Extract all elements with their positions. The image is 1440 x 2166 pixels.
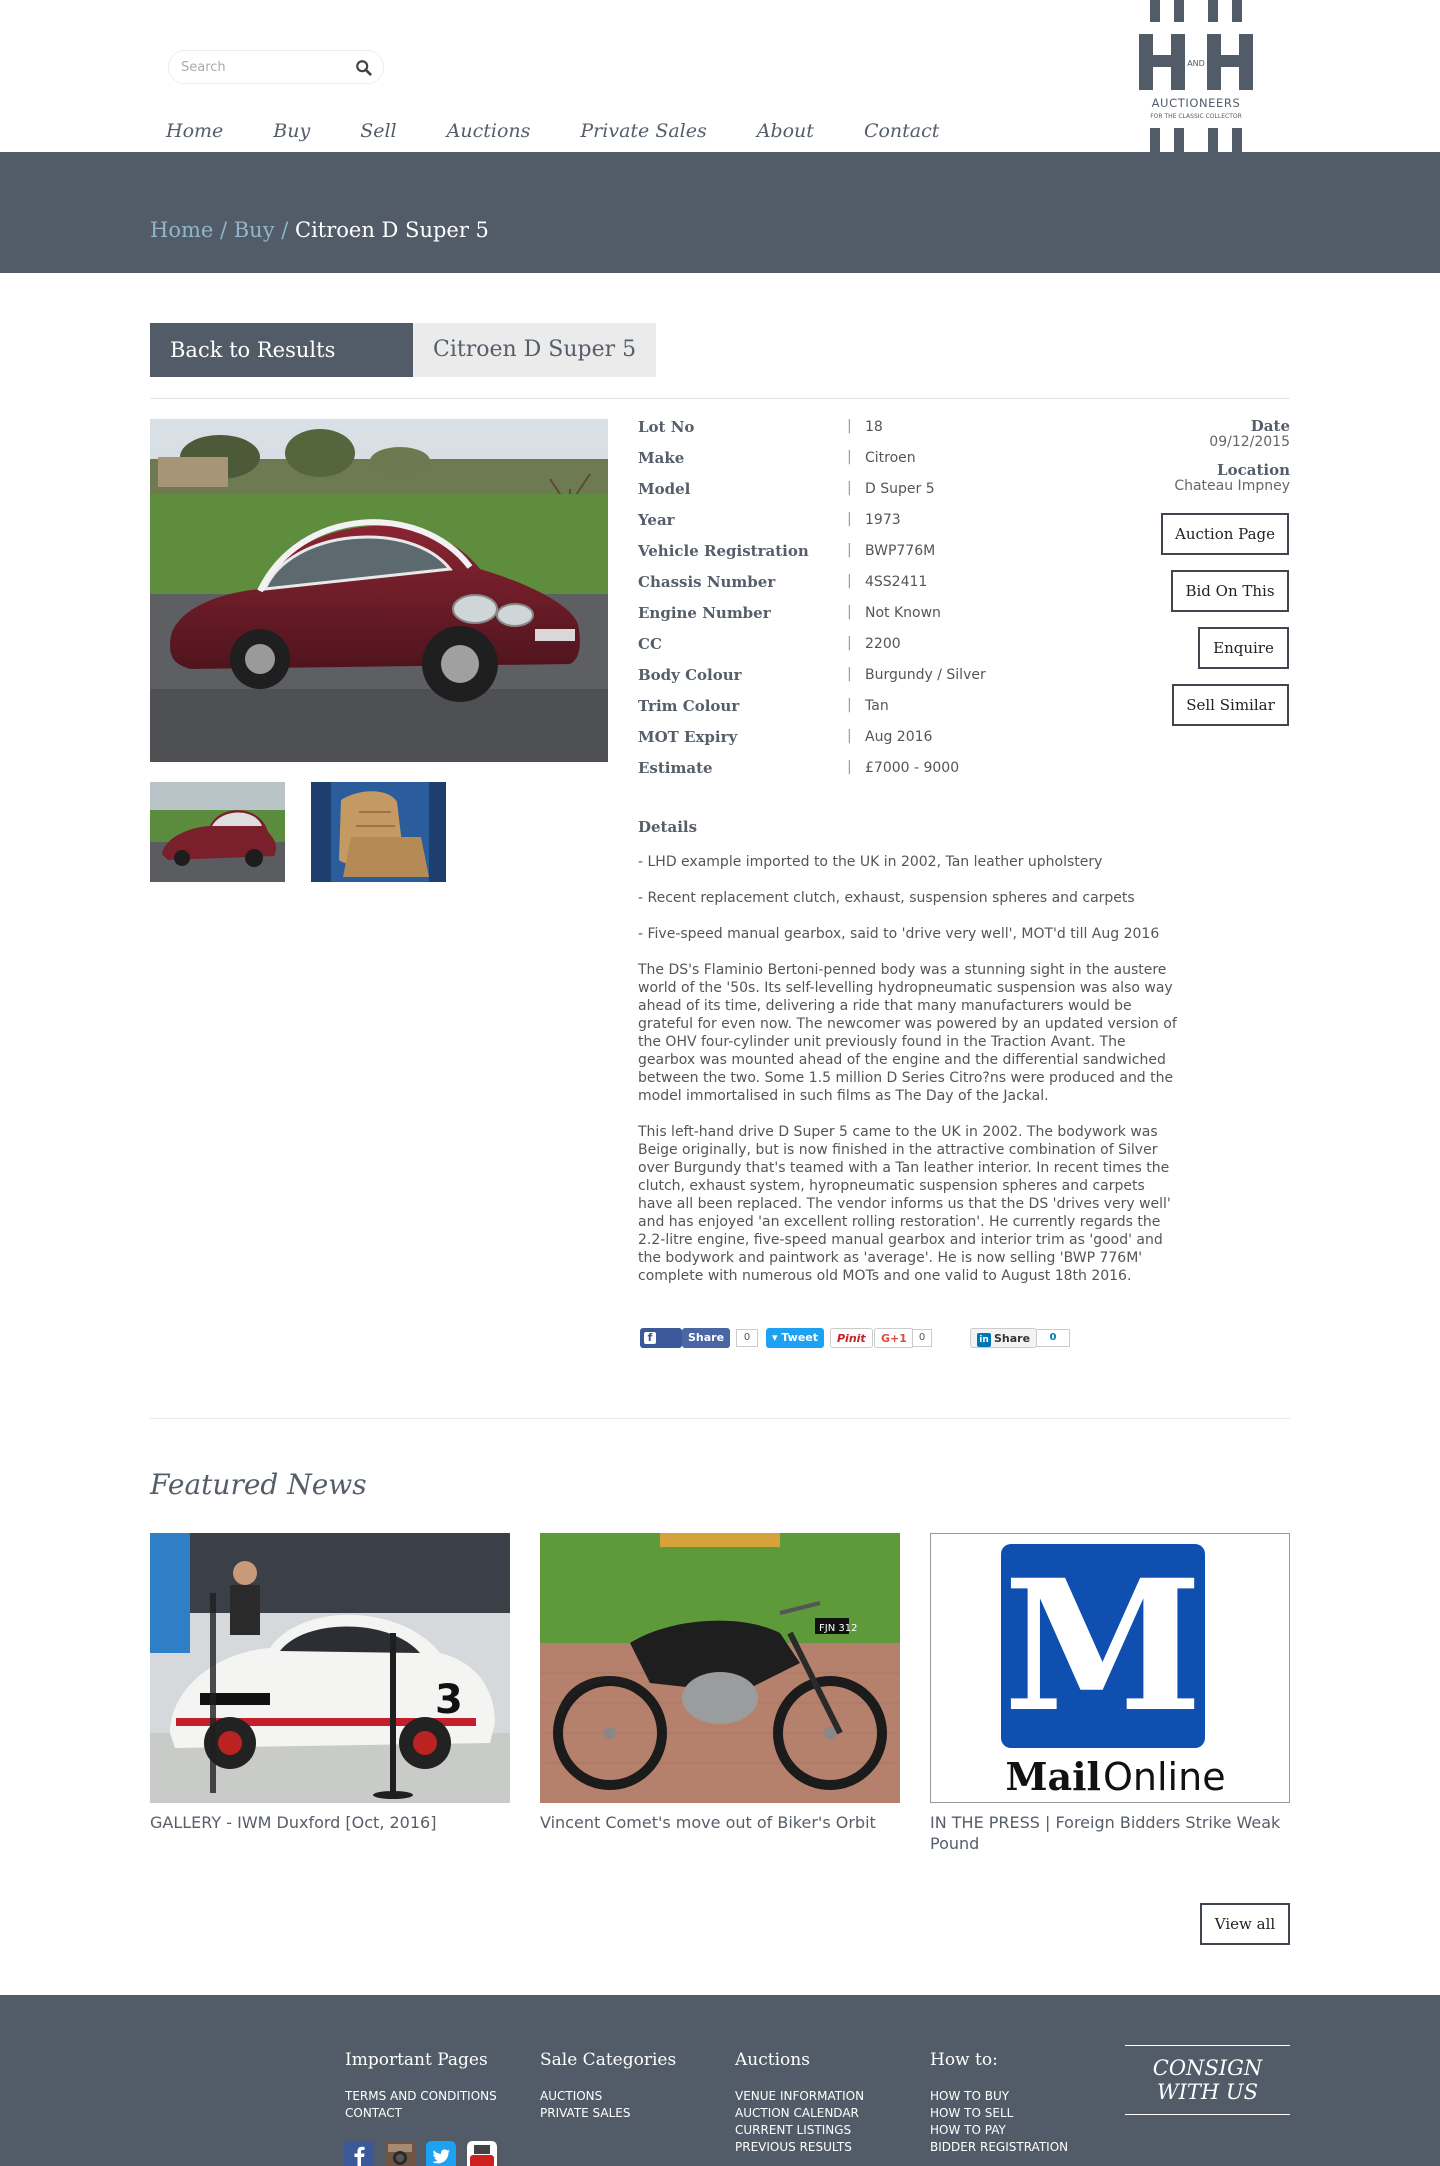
spec-label: Body Colour [638, 666, 742, 684]
facebook-like-button[interactable] [640, 1328, 682, 1364]
location-label: Location [1217, 461, 1290, 479]
facebook-like-label: Like [644, 1351, 670, 1364]
spec-label: Model [638, 480, 691, 498]
back-to-results-button[interactable]: Back to Results [150, 323, 413, 377]
enquire-button[interactable]: Enquire [1198, 627, 1289, 669]
news-image-vincent[interactable] [540, 1533, 900, 1803]
details-paragraph: - Recent replacement clutch, exhaust, suspension spheres and carpets [638, 890, 1135, 906]
breadcrumb-separator: / [274, 218, 296, 242]
footer-link-previous-results[interactable]: PREVIOUS RESULTS [735, 2140, 852, 2154]
footer-column-sale-categories [540, 2050, 676, 2122]
spec-label: Engine Number [638, 604, 771, 622]
footer-heading: Sale Categories [540, 2050, 677, 2070]
breadcrumb-home[interactable]: Home [150, 218, 214, 242]
divider [150, 1418, 1290, 1419]
spec-row [638, 511, 1138, 542]
nav-about[interactable]: About [756, 120, 814, 142]
spec-row [638, 697, 1138, 728]
site-footer [0, 1995, 1440, 2166]
footer-heading: Important Pages [345, 2050, 488, 2070]
search-icon[interactable] [355, 59, 373, 77]
spec-value: £7000 - 9000 [865, 760, 960, 776]
facebook-icon: f [644, 1332, 656, 1344]
linkedin-share-count: 0 [1036, 1329, 1070, 1347]
news-caption[interactable]: Vincent Comet's move out of Biker's Orbit [540, 1813, 876, 1832]
nav-buy[interactable]: Buy [273, 120, 311, 142]
consign-line-2: WITH US [1157, 2080, 1258, 2104]
spec-row [638, 449, 1138, 480]
facebook-share-button[interactable]: Share [682, 1328, 730, 1348]
footer-link-how-to-sell[interactable]: HOW TO SELL [930, 2106, 1014, 2120]
spec-separator: | [847, 666, 852, 682]
breadcrumb-banner [0, 152, 1440, 273]
mail-logo-letter: M [1003, 1541, 1203, 1752]
spec-label: Estimate [638, 759, 713, 777]
consign-with-us-button[interactable] [1125, 2045, 1290, 2115]
instagram-icon[interactable] [385, 2141, 415, 2166]
spec-separator: | [847, 604, 852, 620]
spec-label: Year [638, 511, 675, 529]
google-plus-count: 0 [912, 1329, 932, 1347]
spec-row [638, 635, 1138, 666]
spec-separator: | [847, 511, 852, 527]
location-value: Chateau Impney [1174, 478, 1290, 494]
spec-value: 2200 [865, 636, 901, 652]
page-title: Citroen D Super 5 [413, 323, 656, 377]
spec-separator: | [847, 759, 852, 775]
spec-separator: | [847, 697, 852, 713]
logo-and: AND [1187, 59, 1205, 68]
spec-row [638, 604, 1138, 635]
spec-row [638, 542, 1138, 573]
youtube-icon[interactable] [467, 2141, 497, 2166]
nav-contact[interactable]: Contact [863, 120, 940, 142]
footer-link-contact[interactable]: CONTACT [345, 2106, 402, 2120]
nav-home[interactable]: Home [166, 120, 224, 142]
twitter-icon[interactable] [426, 2141, 456, 2166]
date-value: 09/12/2015 [1209, 434, 1290, 450]
svg-text:3: 3 [435, 1677, 463, 1723]
spec-value: Citroen [865, 450, 916, 466]
site-header [0, 0, 1440, 152]
featured-news-heading: Featured News [150, 1468, 367, 1501]
spec-value: 18 [865, 419, 883, 435]
footer-link-current-listings[interactable]: CURRENT LISTINGS [735, 2123, 852, 2137]
footer-link-how-to-pay[interactable]: HOW TO PAY [930, 2123, 1006, 2137]
footer-link-how-to-buy[interactable]: HOW TO BUY [930, 2089, 1010, 2103]
footer-link-terms[interactable]: TERMS AND CONDITIONS [345, 2089, 497, 2103]
thumbnail-exterior[interactable] [150, 782, 285, 882]
spec-value: 4SS2411 [865, 574, 928, 590]
tweet-button[interactable] [766, 1328, 824, 1348]
details-paragraph: - Five-speed manual gearbox, said to 'drive very well', MOT'd till Aug 2016 [638, 926, 1160, 942]
details-heading: Details [638, 818, 698, 836]
footer-heading: Auctions [735, 2050, 810, 2070]
auction-meta [1174, 418, 1290, 494]
sell-similar-button[interactable]: Sell Similar [1172, 684, 1289, 726]
date-label: Date [1250, 417, 1290, 435]
spec-separator: | [847, 449, 852, 465]
divider [150, 398, 1290, 399]
footer-link-auctions[interactable]: AUCTIONS [540, 2089, 603, 2103]
spec-row [638, 666, 1138, 697]
spec-label: Trim Colour [638, 697, 740, 715]
details-paragraph: - LHD example imported to the UK in 2002, Tan leather upholstery [638, 854, 1103, 870]
spec-label: CC [638, 635, 662, 653]
spec-value: Aug 2016 [865, 729, 933, 745]
spec-row [638, 759, 1138, 790]
breadcrumb-separator: / [213, 218, 234, 242]
auction-page-button[interactable]: Auction Page [1161, 513, 1289, 555]
footer-column-auctions [735, 2050, 864, 2156]
footer-column-important [345, 2050, 497, 2122]
svg-text:FJN 312: FJN 312 [819, 1623, 858, 1634]
spec-separator: | [847, 573, 852, 589]
pinterest-button[interactable]: Pinit [830, 1328, 873, 1348]
google-plus-button[interactable]: G+1 [874, 1328, 914, 1348]
spec-label: Chassis Number [638, 573, 776, 591]
details-paragraph: The DS's Flaminio Bertoni-penned body was a stunning sight in the austere world of the '50s. Its self-levelling hydropneumatic suspension was also way ahead of its time, delivering a ride that many manufacturers would be grateful for even now. The newcomer was powered by an updated version of the OHV four-cylinder unit previously found in the Traction Avant. The gearbox was mounted ahead of the engine and the differential sandwiched between the two. Some 1.5 million D Series Citro?ns were produced and the model immortalised in such films as The Day of the Jackal. [638, 962, 1177, 1104]
twitter-icon: ▾ [772, 1331, 782, 1344]
spec-label: MOT Expiry [638, 728, 738, 746]
linkedin-share-button[interactable] [970, 1328, 1037, 1348]
main-car-photo[interactable] [150, 419, 608, 762]
linkedin-icon: in [977, 1333, 991, 1347]
details-section [638, 818, 1178, 1303]
details-paragraph: This left-hand drive D Super 5 came to the UK in 2002. The bodywork was Beige originally, but is now finished in the attractive combination of Silver over Burgundy that's teamed with a Tan leather interior. In recent times the clutch, exhaust system, hyropneumatic suspension spheres and carpets have all been replaced. The vendor informs us that the DS 'drives very well' and has enjoyed 'an excellent rolling restoration'. He currently regards the 2.2-litre engine, five-speed manual gearbox and interior trim as 'good' and the bodywork and paintwork as 'average'. He is now selling 'BWP 776M' complete with numerous old MOTs and one valid to August 18th 2016. [638, 1124, 1171, 1284]
logo-tagline: FOR THE CLASSIC COLLECTOR [1150, 113, 1242, 120]
tweet-label: Tweet [781, 1331, 818, 1344]
social-icons [344, 2141, 508, 2166]
nav-private-sales[interactable]: Private Sales [580, 120, 707, 142]
mail-logo-word1: Mail [1005, 1754, 1101, 1799]
news-caption[interactable]: IN THE PRESS | Foreign Bidders Strike Weak Pound [930, 1813, 1281, 1853]
search-box[interactable] [168, 50, 384, 84]
main-nav [166, 120, 989, 142]
spec-row [638, 418, 1138, 449]
footer-link-venue[interactable]: VENUE INFORMATION [735, 2089, 865, 2103]
spec-separator: | [847, 480, 852, 496]
footer-link-calendar[interactable]: AUCTION CALENDAR [735, 2106, 859, 2120]
news-caption[interactable]: GALLERY - IWM Duxford [Oct, 2016] [150, 1813, 437, 1832]
spec-table [638, 418, 1138, 790]
spec-separator: | [847, 635, 852, 651]
spec-value: D Super 5 [865, 481, 935, 497]
spec-row [638, 480, 1138, 511]
breadcrumb [150, 218, 489, 242]
spec-separator: | [847, 542, 852, 558]
nav-auctions[interactable]: Auctions [446, 120, 531, 142]
linkedin-share-label: Share [994, 1332, 1031, 1345]
view-all-button[interactable]: View all [1200, 1903, 1290, 1945]
spec-label: Make [638, 449, 685, 467]
nav-sell[interactable]: Sell [360, 120, 397, 142]
logo-name: AUCTIONEERS [1151, 96, 1241, 110]
social-share-bar [640, 1328, 1070, 1364]
news-image-duxford[interactable] [150, 1533, 510, 1803]
breadcrumb-current: Citroen D Super 5 [295, 218, 489, 242]
spec-value: Burgundy / Silver [865, 667, 986, 683]
spec-separator: | [847, 418, 852, 434]
spec-label: Lot No [638, 418, 695, 436]
spec-label: Vehicle Registration [638, 542, 809, 560]
search-input[interactable] [181, 57, 351, 77]
breadcrumb-buy[interactable]: Buy [233, 218, 275, 242]
spec-value: BWP776M [865, 543, 936, 559]
thumbnail-interior[interactable] [311, 782, 446, 882]
bid-on-this-button[interactable]: Bid On This [1171, 570, 1289, 612]
facebook-share-count: 0 [736, 1329, 758, 1347]
spec-separator: | [847, 728, 852, 744]
footer-link-bidder-registration[interactable]: BIDDER REGISTRATION [930, 2140, 1069, 2154]
footer-heading: How to: [930, 2050, 998, 2070]
spec-value: Not Known [865, 605, 941, 621]
consign-line-1: CONSIGN [1152, 2056, 1263, 2080]
facebook-icon[interactable] [344, 2141, 374, 2166]
mail-logo-word2: Online [1103, 1755, 1226, 1799]
spec-value: 1973 [865, 512, 901, 528]
news-image-mail-online[interactable] [930, 1533, 1290, 1803]
spec-row [638, 728, 1138, 759]
hh-logo[interactable] [1135, 0, 1257, 152]
footer-link-private-sales[interactable]: PRIVATE SALES [540, 2106, 631, 2120]
spec-row [638, 573, 1138, 604]
footer-column-how-to [930, 2050, 1068, 2156]
spec-value: Tan [865, 698, 889, 714]
